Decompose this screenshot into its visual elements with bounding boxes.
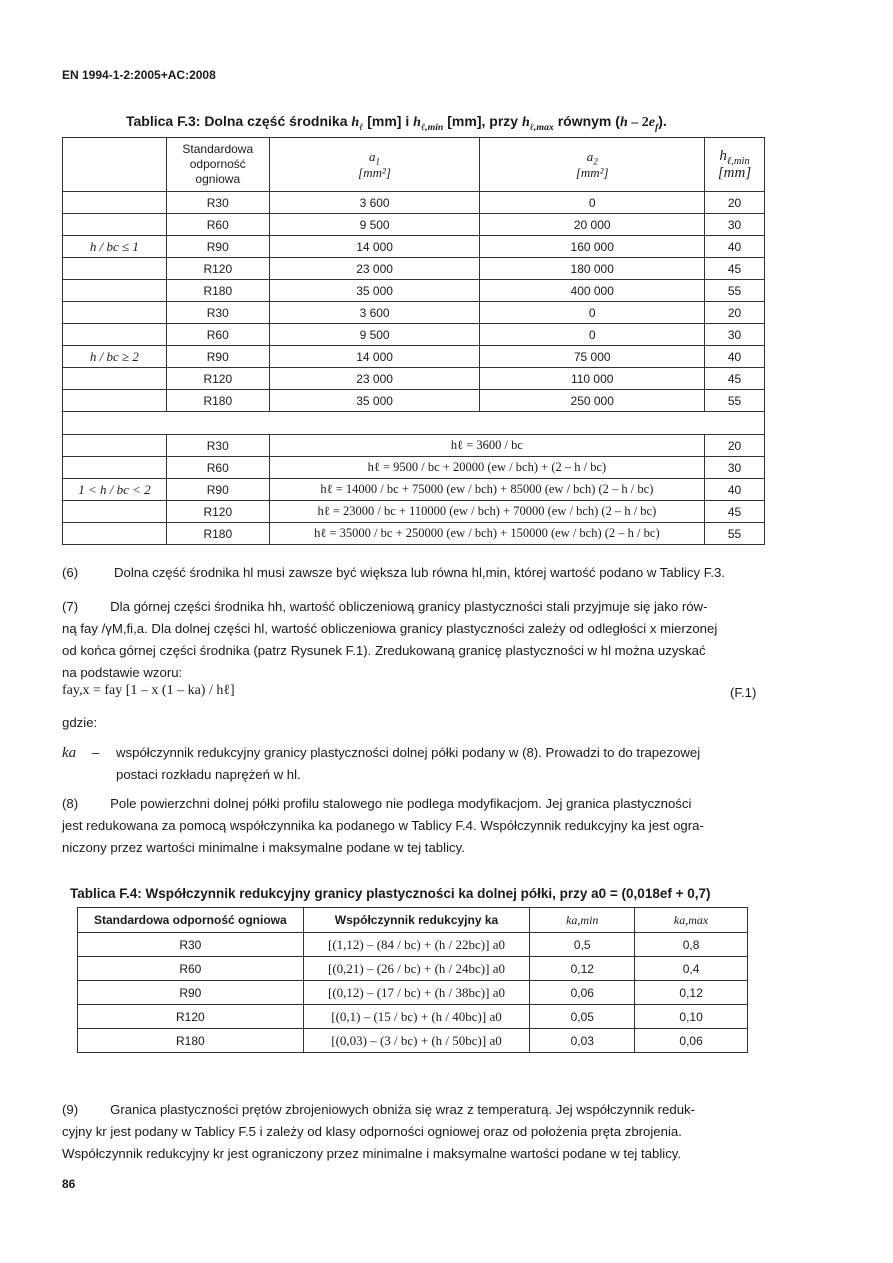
group-label: 1 < h / bc < 2 [63, 479, 167, 501]
table-f4-caption: Tablica F.4: Współczynnik redukcyjny granicy plastyczności ka dolnej półki, przy a0 = (0,018ef + 0,7) [70, 886, 711, 901]
table-row [78, 1029, 748, 1053]
table-f3-header-row [63, 138, 765, 192]
resistance-cell: R120 [166, 368, 269, 390]
group-label [63, 214, 167, 236]
resistance-cell: R60 [166, 214, 269, 236]
group-label: h / bc ≥ 2 [63, 346, 167, 368]
table-row [78, 981, 748, 1005]
table-row [63, 368, 765, 390]
kamax-cell: 0,10 [635, 1005, 748, 1029]
resistance-cell: R120 [166, 258, 269, 280]
hmin-cell: 40 [705, 236, 765, 258]
resistance-cell: R90 [166, 236, 269, 258]
resistance-cell: R120 [78, 1005, 304, 1029]
table-f3 [62, 137, 765, 545]
a2-cell: 400 000 [480, 280, 705, 302]
hmin-cell: 55 [705, 280, 765, 302]
a1-cell: 35 000 [269, 280, 480, 302]
resistance-cell: R60 [166, 324, 269, 346]
table-row [78, 933, 748, 957]
table-f4-header-row [78, 908, 748, 933]
ka-definition: ka – współczynnik redukcyjny granicy plastyczności dolnej półki podany w (8). Prowadzi to do trapezowej postaci rozkładu naprężeń w hl. [62, 745, 701, 782]
group-label [63, 523, 167, 545]
hmin-cell: 30 [705, 457, 765, 479]
group-label [63, 390, 167, 412]
formula-cell: hℓ = 3600 / bc [269, 435, 704, 457]
hmin-cell: 20 [705, 435, 765, 457]
kamin-cell: 0,12 [530, 957, 635, 981]
resistance-cell: R90 [78, 981, 304, 1005]
table-f4-head-kamax: ka,max [635, 908, 748, 933]
resistance-cell: R120 [166, 501, 269, 523]
table-f4-head-resistance: Standardowa odporność ogniowa [78, 908, 304, 933]
group-label [63, 368, 167, 390]
a2-cell: 110 000 [480, 368, 705, 390]
resistance-cell: R90 [166, 346, 269, 368]
a1-cell: 35 000 [269, 390, 480, 412]
a2-cell: 20 000 [480, 214, 705, 236]
kamax-cell: 0,06 [635, 1029, 748, 1053]
a2-cell: 0 [480, 324, 705, 346]
hmin-cell: 20 [705, 302, 765, 324]
formula-cell: hℓ = 9500 / bc + 20000 (ew / bch) + (2 – h / bc) [269, 457, 704, 479]
hmin-cell: 45 [705, 501, 765, 523]
table-f4-head-factor: Współczynnik redukcyjny ka [303, 908, 530, 933]
a1-cell: 23 000 [269, 258, 480, 280]
hmin-cell: 55 [705, 390, 765, 412]
group-label: h / bc ≤ 1 [63, 236, 167, 258]
formula-cell: hℓ = 14000 / bc + 75000 (ew / bch) + 85000 (ew / bch) (2 – h / bc) [269, 479, 704, 501]
formula-cell: hℓ = 23000 / bc + 110000 (ew / bch) + 70000 (ew / bch) (2 – h / bc) [269, 501, 704, 523]
table-f3-head-hmin: $h_{\ell,min}$ [mm] [705, 138, 765, 192]
resistance-cell: R60 [166, 457, 269, 479]
table-row [63, 390, 765, 412]
a1-cell: 23 000 [269, 368, 480, 390]
table-row [63, 435, 765, 457]
kamax-cell: 0,8 [635, 933, 748, 957]
factor-formula-cell: [(0,03) – (3 / bc) + (h / 50bc)] a0 [303, 1029, 530, 1053]
group-label [63, 501, 167, 523]
a2-cell: 0 [480, 192, 705, 214]
resistance-cell: R90 [166, 479, 269, 501]
hmin-cell: 45 [705, 368, 765, 390]
resistance-cell: R180 [166, 523, 269, 545]
hmin-cell: 55 [705, 523, 765, 545]
table-row [63, 479, 765, 501]
table-row [63, 501, 765, 523]
table-f3-head-a2: $a_2$ [mm²] [480, 138, 705, 192]
table-f3-head-resistance: Standardowa odporność ogniowa [166, 138, 269, 192]
table-row [63, 214, 765, 236]
a1-cell: 14 000 [269, 236, 480, 258]
group-label [63, 324, 167, 346]
resistance-cell: R180 [166, 280, 269, 302]
a1-cell: 14 000 [269, 346, 480, 368]
resistance-cell: R60 [78, 957, 304, 981]
table-row [63, 302, 765, 324]
table-row [63, 192, 765, 214]
gdzie-label: gdzie: [62, 715, 98, 730]
group-label [63, 258, 167, 280]
resistance-cell: R30 [166, 302, 269, 324]
hmin-cell: 30 [705, 324, 765, 346]
resistance-cell: R180 [166, 390, 269, 412]
group-label [63, 457, 167, 479]
paragraph-7: (7) Dla górnej części środnika hh, wartość obliczeniową granicy plastyczności stali przyjmuje się jako rów- ną fay /γM,fi,a. Dla dolnej części hl, wartość obliczeniowa granicy plastyczności zależy od odległości x mierzonej od końca górnej części środnika (patrz Rysunek F.1). Zredukowaną granicę plastyczności w hl można uzyskać na podstawie wzoru: [62, 599, 718, 680]
kamin-cell: 0,06 [530, 981, 635, 1005]
resistance-cell: R30 [78, 933, 304, 957]
group-label [63, 280, 167, 302]
paragraph-9: (9) Granica plastyczności prętów zbrojeniowych obniża się wraz z temperaturą. Jej współczynnik reduk- cyjny kr jest podany w Tablicy F.5 i zależy od klasy odporności ogniowej oraz od położenia pręta zbrojenia. Współczynnik redukcyjny kr jest ograniczony przez minimalne i maksymalne wartości podane w tej tablicy. [62, 1102, 696, 1161]
formula-cell: hℓ = 35000 / bc + 250000 (ew / bch) + 150000 (ew / bch) (2 – h / bc) [269, 523, 704, 545]
table-row [63, 346, 765, 368]
paragraph-8: (8) Pole powierzchni dolnej półki profilu stalowego nie podlega modyfikacjom. Jej granica plastyczności jest redukowana za pomocą współczynnika ka podanego w Tablicy F.4. Współczynnik redukcyjny ka jest ogra- niczony przez wartości minimalne i maksymalne podane w tej tablicy. [62, 796, 704, 855]
a1-cell: 3 600 [269, 192, 480, 214]
kamin-cell: 0,03 [530, 1029, 635, 1053]
resistance-cell: R180 [78, 1029, 304, 1053]
table-row [63, 324, 765, 346]
a1-cell: 9 500 [269, 214, 480, 236]
a2-cell: 75 000 [480, 346, 705, 368]
table-row [78, 1005, 748, 1029]
factor-formula-cell: [(0,21) – (26 / bc) + (h / 24bc)] a0 [303, 957, 530, 981]
kamin-cell: 0,5 [530, 933, 635, 957]
table-row [63, 258, 765, 280]
group-label [63, 302, 167, 324]
factor-formula-cell: [(0,12) – (17 / bc) + (h / 38bc)] a0 [303, 981, 530, 1005]
a2-cell: 160 000 [480, 236, 705, 258]
page-number: 86 [62, 1177, 76, 1191]
factor-formula-cell: [(1,12) – (84 / bc) + (h / 22bc)] a0 [303, 933, 530, 957]
a2-cell: 250 000 [480, 390, 705, 412]
hmin-cell: 30 [705, 214, 765, 236]
a2-cell: 0 [480, 302, 705, 324]
table-f3-caption: Tablica F.3: Dolna część środnika $h_\ell$ [mm] i $h_{\ell,min}$ [mm], przy $h_{\ell,max}$ równym $(h - 2e_f)$. [126, 113, 667, 133]
table-row [63, 236, 765, 258]
hmin-cell: 40 [705, 479, 765, 501]
hmin-cell: 40 [705, 346, 765, 368]
kamax-cell: 0,12 [635, 981, 748, 1005]
table-f3-head-a1: $a_1$ [mm²] [269, 138, 480, 192]
table-row [78, 957, 748, 981]
factor-formula-cell: [(0,1) – (15 / bc) + (h / 40bc)] a0 [303, 1005, 530, 1029]
document-header: EN 1994-1-2:2005+AC:2008 [62, 68, 216, 82]
a1-cell: 9 500 [269, 324, 480, 346]
group-label [63, 435, 167, 457]
a2-cell: 180 000 [480, 258, 705, 280]
table-f4-head-kamin: ka,min [530, 908, 635, 933]
formula-f1-label: (F.1) [730, 685, 757, 700]
table-row [63, 457, 765, 479]
hmin-cell: 20 [705, 192, 765, 214]
a1-cell: 3 600 [269, 302, 480, 324]
table-row [63, 280, 765, 302]
table-f4 [77, 907, 748, 1053]
kamax-cell: 0,4 [635, 957, 748, 981]
resistance-cell: R30 [166, 435, 269, 457]
resistance-cell: R30 [166, 192, 269, 214]
table-row [63, 523, 765, 545]
hmin-cell: 45 [705, 258, 765, 280]
formula-f1: fay,x = fay [1 – x (1 – ka) / hℓ] [62, 683, 235, 698]
kamin-cell: 0,05 [530, 1005, 635, 1029]
group-label [63, 192, 167, 214]
